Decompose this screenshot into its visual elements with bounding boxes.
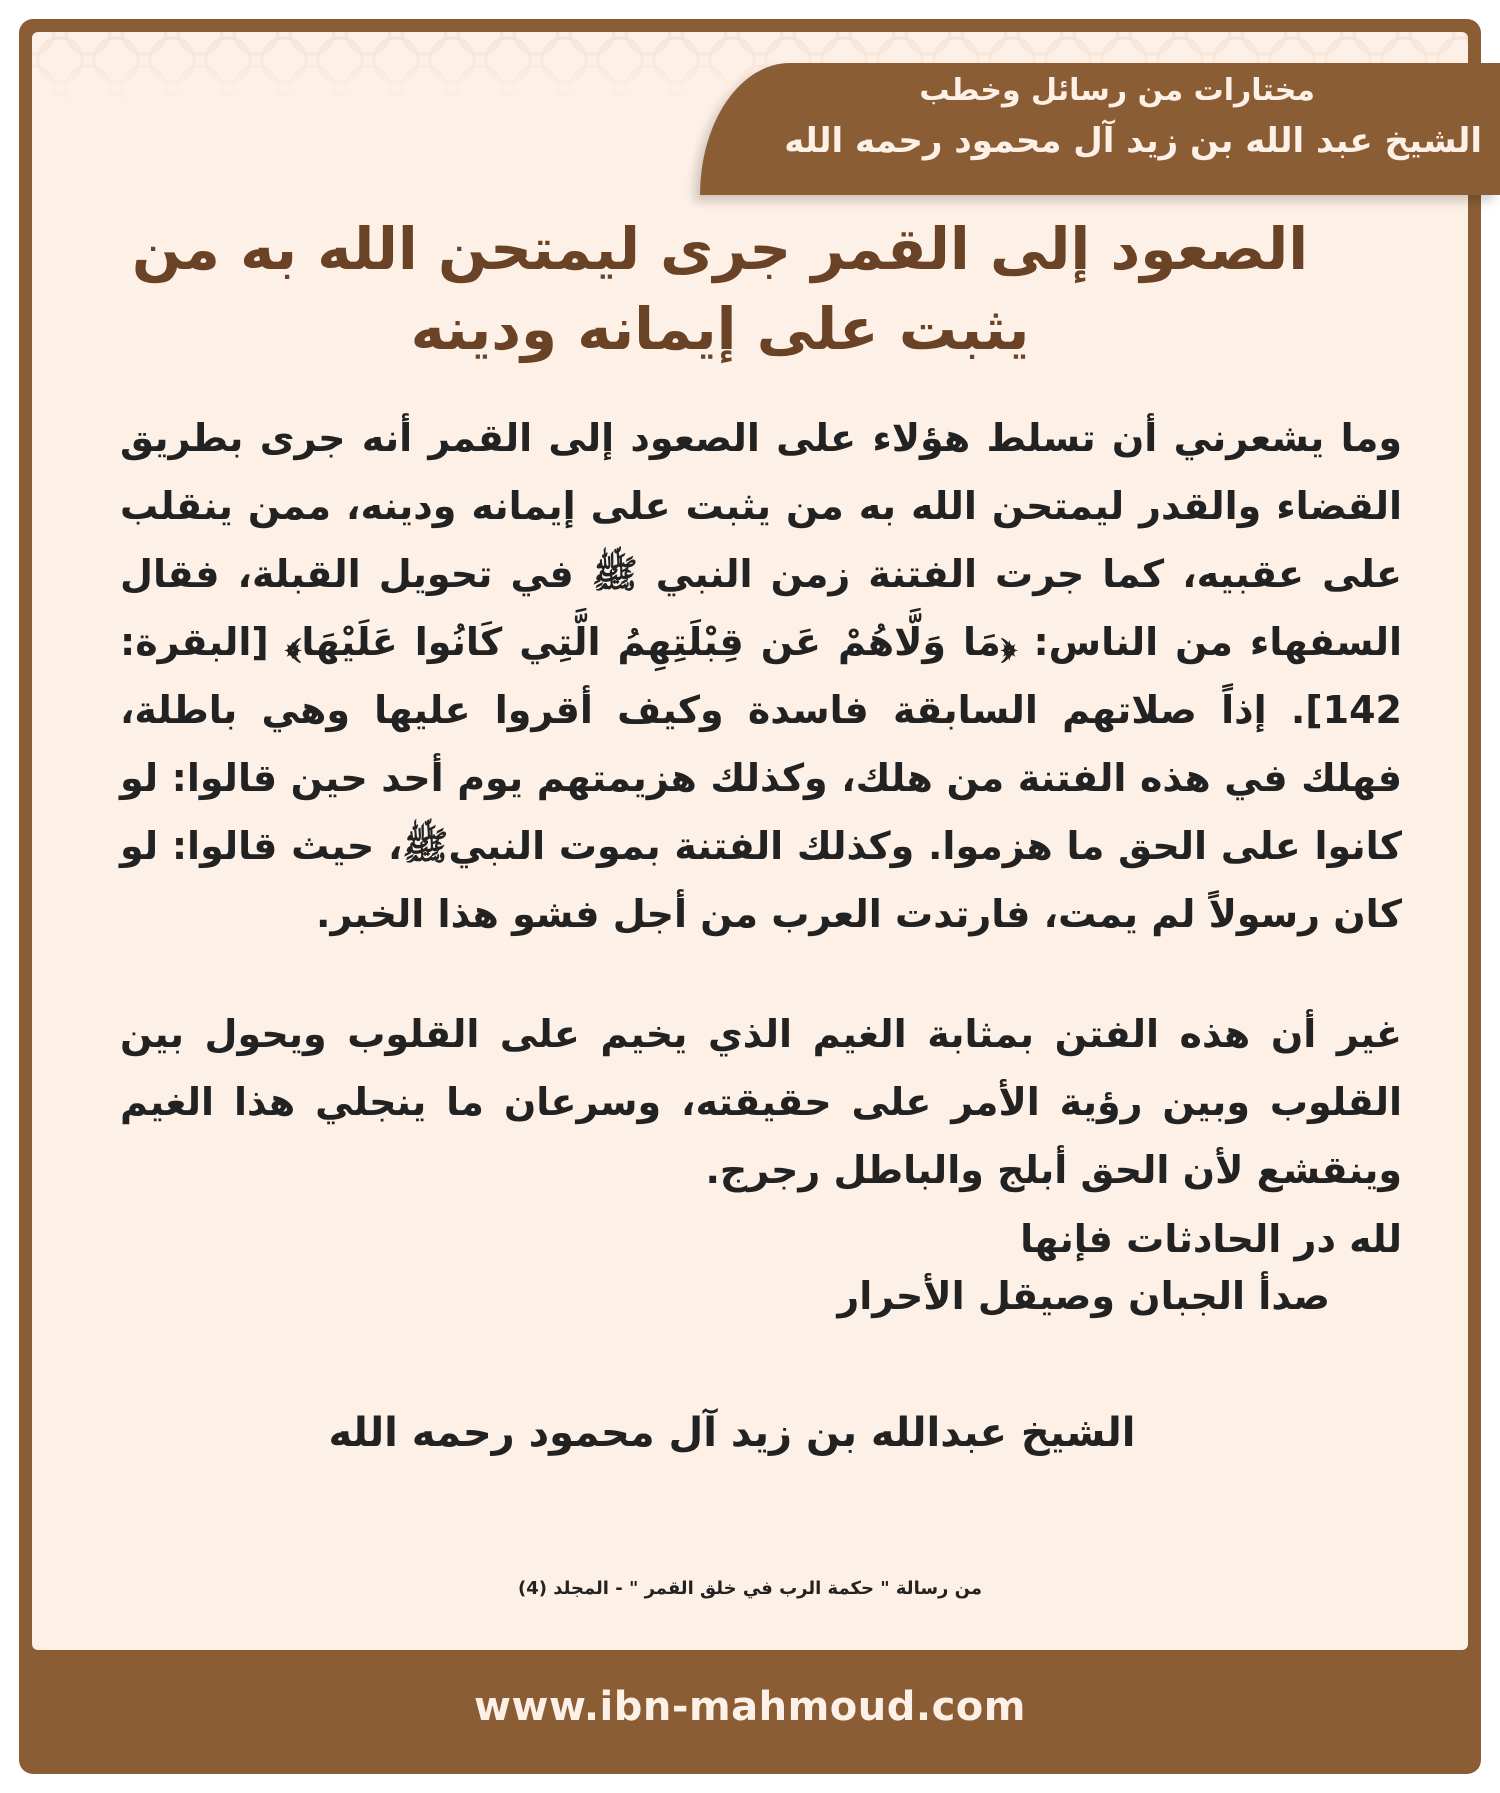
website-link[interactable]: www.ibn-mahmoud.com [474,1684,1026,1730]
header-banner [700,63,1500,195]
body-paragraph-1: وما يشعرني أن تسلط هؤلاء على الصعود إلى القمر أنه جرى بطريق القضاء والقدر ليمتحن الله به من يثبت على إيمانه ودينه، ممن ينقلب على عقبيه، كما جرت الفتنة زمن النبي ﷺ في تحويل القبلة، فقال السفهاء من الناس: ﴿مَا وَلَّاهُمْ عَن قِبْلَتِهِمُ الَّتِي كَانُوا عَلَيْهَا﴾ [البقرة: 142]. إذاً صلاتهم السابقة فاسدة وكيف أقروا عليها وهي باطلة، فهلك في هذه الفتنة من هلك، وكذلك هزيمتهم يوم أحد حين قالوا: لو كانوا على الحق ما هزموا. وكذلك الفتنة بموت النبيﷺ، حيث قالوا: لو كان رسولاً لم يمت، فارتدت العرب من أجل فشو هذا الخبر. [120,416,1402,936]
article-title-line2: يثبت على إيمانه ودينه [410,295,1030,363]
article-title-line1: الصعود إلى القمر جرى ليمتحن الله به من [131,215,1309,283]
verse-line-1: لله در الحادثات فإنها [1020,1217,1402,1261]
header-subtitle: مختارات من رسائل وخطب [919,73,1315,108]
header-author: الشيخ عبد الله بن زيد آل محمود رحمه الله [784,121,1482,161]
author-signature: الشيخ عبدالله بن زيد آل محمود رحمه الله [328,1410,1136,1456]
source-reference: من رسالة " حكمة الرب في خلق القمر " - المجلد (4) [517,1578,983,1599]
verse-line-2: صدأ الجبان وصيقل الأحرار [837,1274,1330,1318]
body-paragraph-2: غير أن هذه الفتن بمثابة الغيم الذي يخيم على القلوب ويحول بين القلوب وبين رؤية الأمر على حقيقته، وسرعان ما ينجلي هذا الغيم وينقشع لأن الحق أبلج والباطل رجرج. [120,1012,1402,1192]
